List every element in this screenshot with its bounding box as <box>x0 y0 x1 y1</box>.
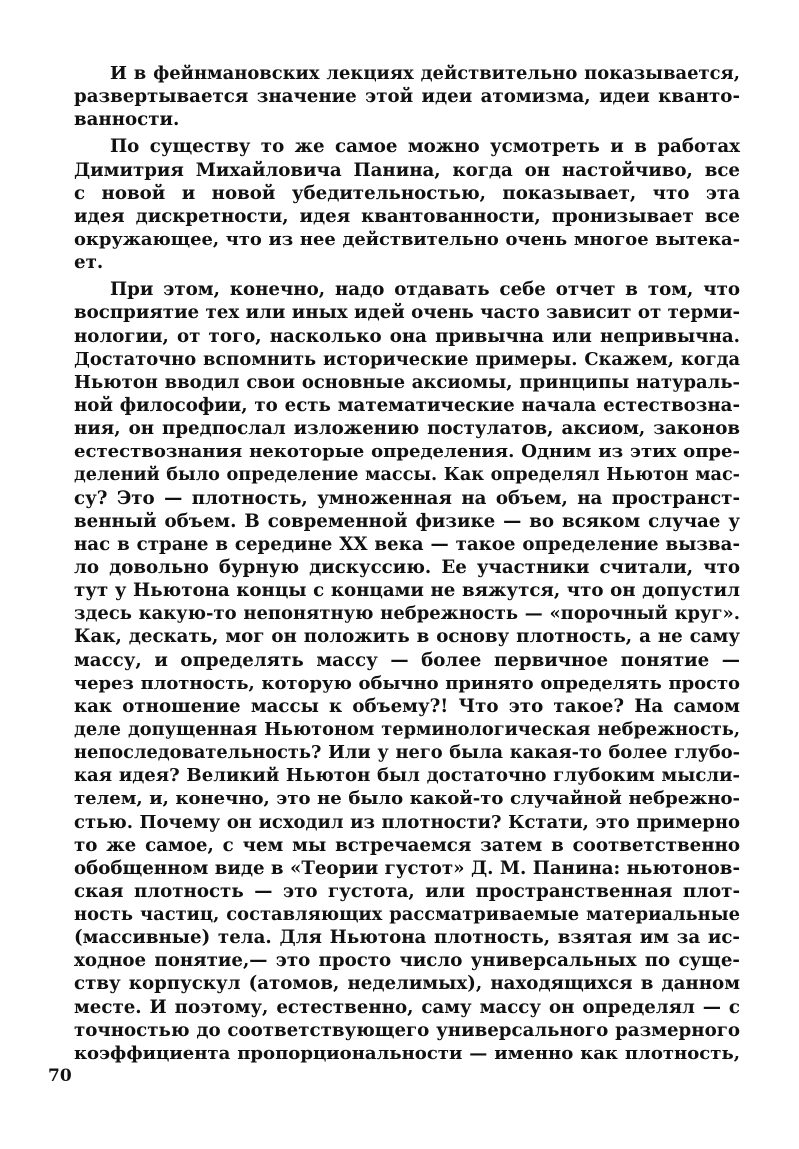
text-line: здесь какую-то непонятную небрежность — «порочный круг». <box>74 603 740 625</box>
text-line: нологии, от того, насколько она привычна или непривычна. <box>74 325 740 347</box>
text-line: точностью до соответствующего универсального размерного <box>74 1019 740 1041</box>
text-line: естествознания некоторые определения. Одним из этих опре- <box>74 441 740 463</box>
text-line: Ньютон вводил свои основные аксиомы, принципы натураль- <box>74 371 740 393</box>
text-line: непоследовательность? Или у него была какая-то более глубо- <box>74 742 740 764</box>
body-text <box>74 62 740 1138</box>
text-line: При этом, конечно, надо отдавать себе отчет в том, что <box>110 279 740 301</box>
text-line <box>74 1065 740 1088</box>
text-line: делений было определение массы. Как определял Ньютон мас- <box>74 464 740 486</box>
text-line: развертывается значение этой идеи атомизма, идеи кванто- <box>74 86 740 108</box>
text-line: ло довольно бурную дискуссию. Ее участники считали, что <box>74 556 740 578</box>
text-line: (массивные) тела. Для Ньютона плотность, взятая им за ис- <box>74 927 740 949</box>
text-line: Достаточно вспомнить исторические примеры. Скажем, когда <box>74 348 740 370</box>
text-line: ность частиц, составляющих рассматриваемые материальные <box>74 904 740 926</box>
text-line: су? Это — плотность, умноженная на объем, на пространст- <box>74 487 740 509</box>
text-line <box>74 1111 740 1134</box>
text-line: стью. Почему он исходил из плотности? Кстати, это примерно <box>74 811 740 833</box>
text-line: то же самое, с чем мы встречаемся затем в соответственно <box>74 834 740 856</box>
text-line: коэффициента пропорциональности — именно как плотность, <box>74 1042 740 1064</box>
text-line: массу, и определять массу — более первичное понятие — <box>74 649 740 671</box>
text-line: идея дискретности, идея квантованности, пронизывает все <box>74 205 740 227</box>
text-line: деле допущенная Ньютоном терминологическая небрежность, <box>74 718 740 740</box>
text-line: восприятие тех или иных идей очень часто зависит от терми- <box>74 302 740 324</box>
paragraph-2 <box>74 135 740 274</box>
text-line: По существу то же самое можно усмотреть и в работах <box>110 136 740 158</box>
text-line: ной философии, то есть математические начала естествозна- <box>74 394 740 416</box>
page-number: 70 <box>48 1066 72 1086</box>
text-line: окружающее, что из нее действительно очень многое вытека- <box>74 228 740 250</box>
text-line: телем, и, конечно, это не было какой-то случайной небрежно- <box>74 788 740 810</box>
paragraph-1 <box>74 62 740 131</box>
text-line: Димитрия Михайловича Панина, когда он настойчиво, все <box>74 159 740 181</box>
text-line: ет. <box>74 252 104 274</box>
text-line: венный объем. В современной физике — во всяком случае у <box>74 510 740 532</box>
text-line: обобщенном виде в «Теории густот» Д. М. Панина: ньютонов- <box>74 857 740 879</box>
text-line: через плотность, которую обычно принято определять просто <box>74 672 740 694</box>
text-line: нас в стране в середине XX века — такое определение вызва- <box>74 533 740 555</box>
text-line: тут у Ньютона концы с концами не вяжутся, что он допустил <box>74 580 740 602</box>
text-line: ская плотность — это густота, или пространственная плот- <box>74 880 740 902</box>
text-line: И в фейнмановских лекциях действительно показывается, <box>110 63 740 84</box>
text-line: Как, дескать, мог он положить в основу плотность, а не саму <box>74 626 740 648</box>
text-line: как отношение массы к объему?! Что это такое? На самом <box>74 695 740 717</box>
text-line: ходное понятие,— это просто число универсальных по суще- <box>74 950 740 972</box>
text-line: ния, он предпослал изложению постулатов, аксиом, законов <box>74 418 740 440</box>
text-line: ству корпускул (атомов, неделимых), находящихся в данном <box>74 973 740 995</box>
text-line: с новой и новой убедительностью, показывает, что эта <box>74 182 740 204</box>
text-line <box>74 1088 740 1111</box>
paragraph-3 <box>74 278 740 1134</box>
text-line: ванности. <box>74 109 180 131</box>
text-line: кая идея? Великий Ньютон был достаточно глубоким мысли- <box>74 765 740 787</box>
text-line: месте. И поэтому, естественно, саму массу он определял — с <box>74 996 740 1018</box>
